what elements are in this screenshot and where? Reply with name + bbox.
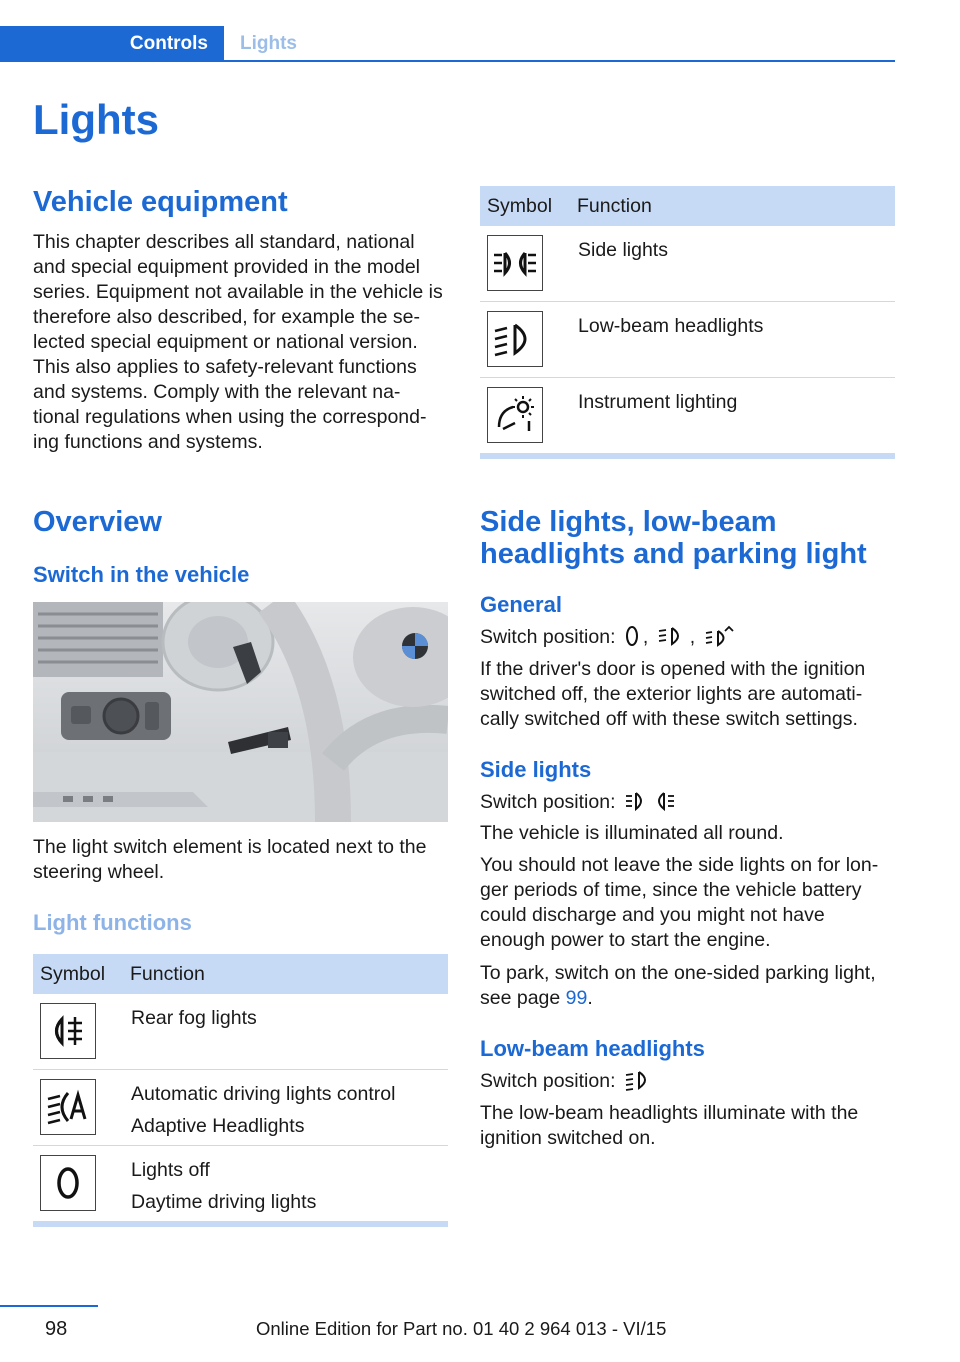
light-symbols-table	[480, 186, 895, 459]
row-function: Side lights	[578, 239, 668, 261]
row-function: Instrument lighting	[578, 391, 738, 413]
tab-controls-label: Controls	[129, 33, 208, 54]
side-lights-section-heading: Side lights, low-beam headlights and parking light	[480, 506, 867, 570]
low-beam-description: The low-beam headlights illuminate with the ignition switched on.	[480, 1102, 859, 1149]
tab-lights-label: Lights	[240, 33, 297, 54]
side-lights-text-3: To park, switch on the one-sided parking light, see page 99.	[480, 962, 876, 1009]
page-number: 98	[45, 1318, 68, 1340]
footer-rule	[0, 1305, 98, 1307]
page-title: Lights	[33, 96, 159, 143]
table-row	[33, 1070, 448, 1146]
low-beam-icon	[625, 1069, 653, 1091]
table-header	[480, 186, 895, 226]
low-beam-switch-position: Switch position:	[480, 1069, 895, 1094]
light-functions-heading: Light functions	[33, 910, 192, 935]
table-row	[480, 302, 895, 378]
instrument-lighting-icon	[487, 387, 543, 443]
page-link[interactable]: 99	[565, 987, 588, 1009]
side-lights-icon	[658, 625, 686, 647]
side-lights-text-2: You should not leave the side lights on for lon- ger periods of time, since the vehicle battery could discharge and you might not have enough power to start the engine.	[480, 854, 879, 951]
edition-text: Online Edition for Part no. 01 40 2 964 013 - VI/15	[256, 1318, 667, 1339]
general-switch-position: Switch position: , ,	[480, 625, 895, 650]
row-function: Lights off Daytime driving lights	[131, 1159, 317, 1213]
table-row	[480, 226, 895, 302]
switch-description: The light switch element is located next to the steering wheel.	[33, 836, 427, 883]
vehicle-equipment-text: This chapter describes all standard, national and special equipment provided in the model series. Equipment not available in the vehicle is therefore also described, for example the se- lected special equipment or national version. This also applies to safety-relevant functions and systems. Comply with the relevant na- tional regulations when using the correspond- ing functions and systems.	[33, 231, 443, 453]
table-row	[33, 1146, 448, 1222]
table-row	[33, 994, 448, 1070]
overview-heading: Overview	[33, 506, 162, 538]
parking-light-icon	[705, 625, 735, 647]
side-lights-icon	[625, 790, 675, 812]
auto-lights-icon	[40, 1079, 96, 1135]
side-lights-heading: Side lights	[480, 757, 592, 782]
switch-in-vehicle-heading: Switch in the vehicle	[33, 562, 250, 587]
col-symbol: Symbol	[40, 962, 106, 985]
general-description: If the driver's door is opened with the ignition switched off, the exterior lights are automati- cally switched off with these switch settings.	[480, 658, 866, 730]
lights-off-icon	[40, 1155, 96, 1211]
light-switch-illustration	[33, 602, 448, 822]
low-beam-heading: Low-beam headlights	[480, 1036, 705, 1061]
table-end-rule	[480, 454, 895, 459]
low-beam-icon	[487, 311, 543, 367]
table-header	[33, 954, 448, 994]
side-lights-switch-position: Switch position:	[480, 790, 895, 815]
light-functions-table	[33, 954, 448, 1227]
tab-lights[interactable]	[240, 26, 297, 62]
general-heading: General	[480, 592, 562, 617]
rear-fog-icon	[40, 1003, 96, 1059]
col-symbol: Symbol	[487, 194, 553, 217]
vehicle-equipment-section	[33, 186, 448, 455]
side-lights-icon	[487, 235, 543, 291]
light-switch-photo	[33, 602, 448, 822]
row-function: Rear fog lights	[131, 1007, 257, 1029]
table-row	[480, 378, 895, 454]
vehicle-equipment-heading: Vehicle equipment	[33, 186, 288, 218]
side-lights-text-1: The vehicle is illuminated all round.	[480, 822, 784, 844]
row-function: Low-beam headlights	[578, 315, 764, 337]
header-rule	[0, 60, 895, 62]
lights-off-icon	[625, 625, 639, 647]
tab-controls[interactable]	[0, 26, 224, 62]
table-end-rule	[33, 1222, 448, 1227]
col-function: Function	[577, 194, 652, 217]
row-function: Automatic driving lights control Adaptive Headlights	[131, 1083, 396, 1137]
col-function: Function	[130, 962, 205, 985]
